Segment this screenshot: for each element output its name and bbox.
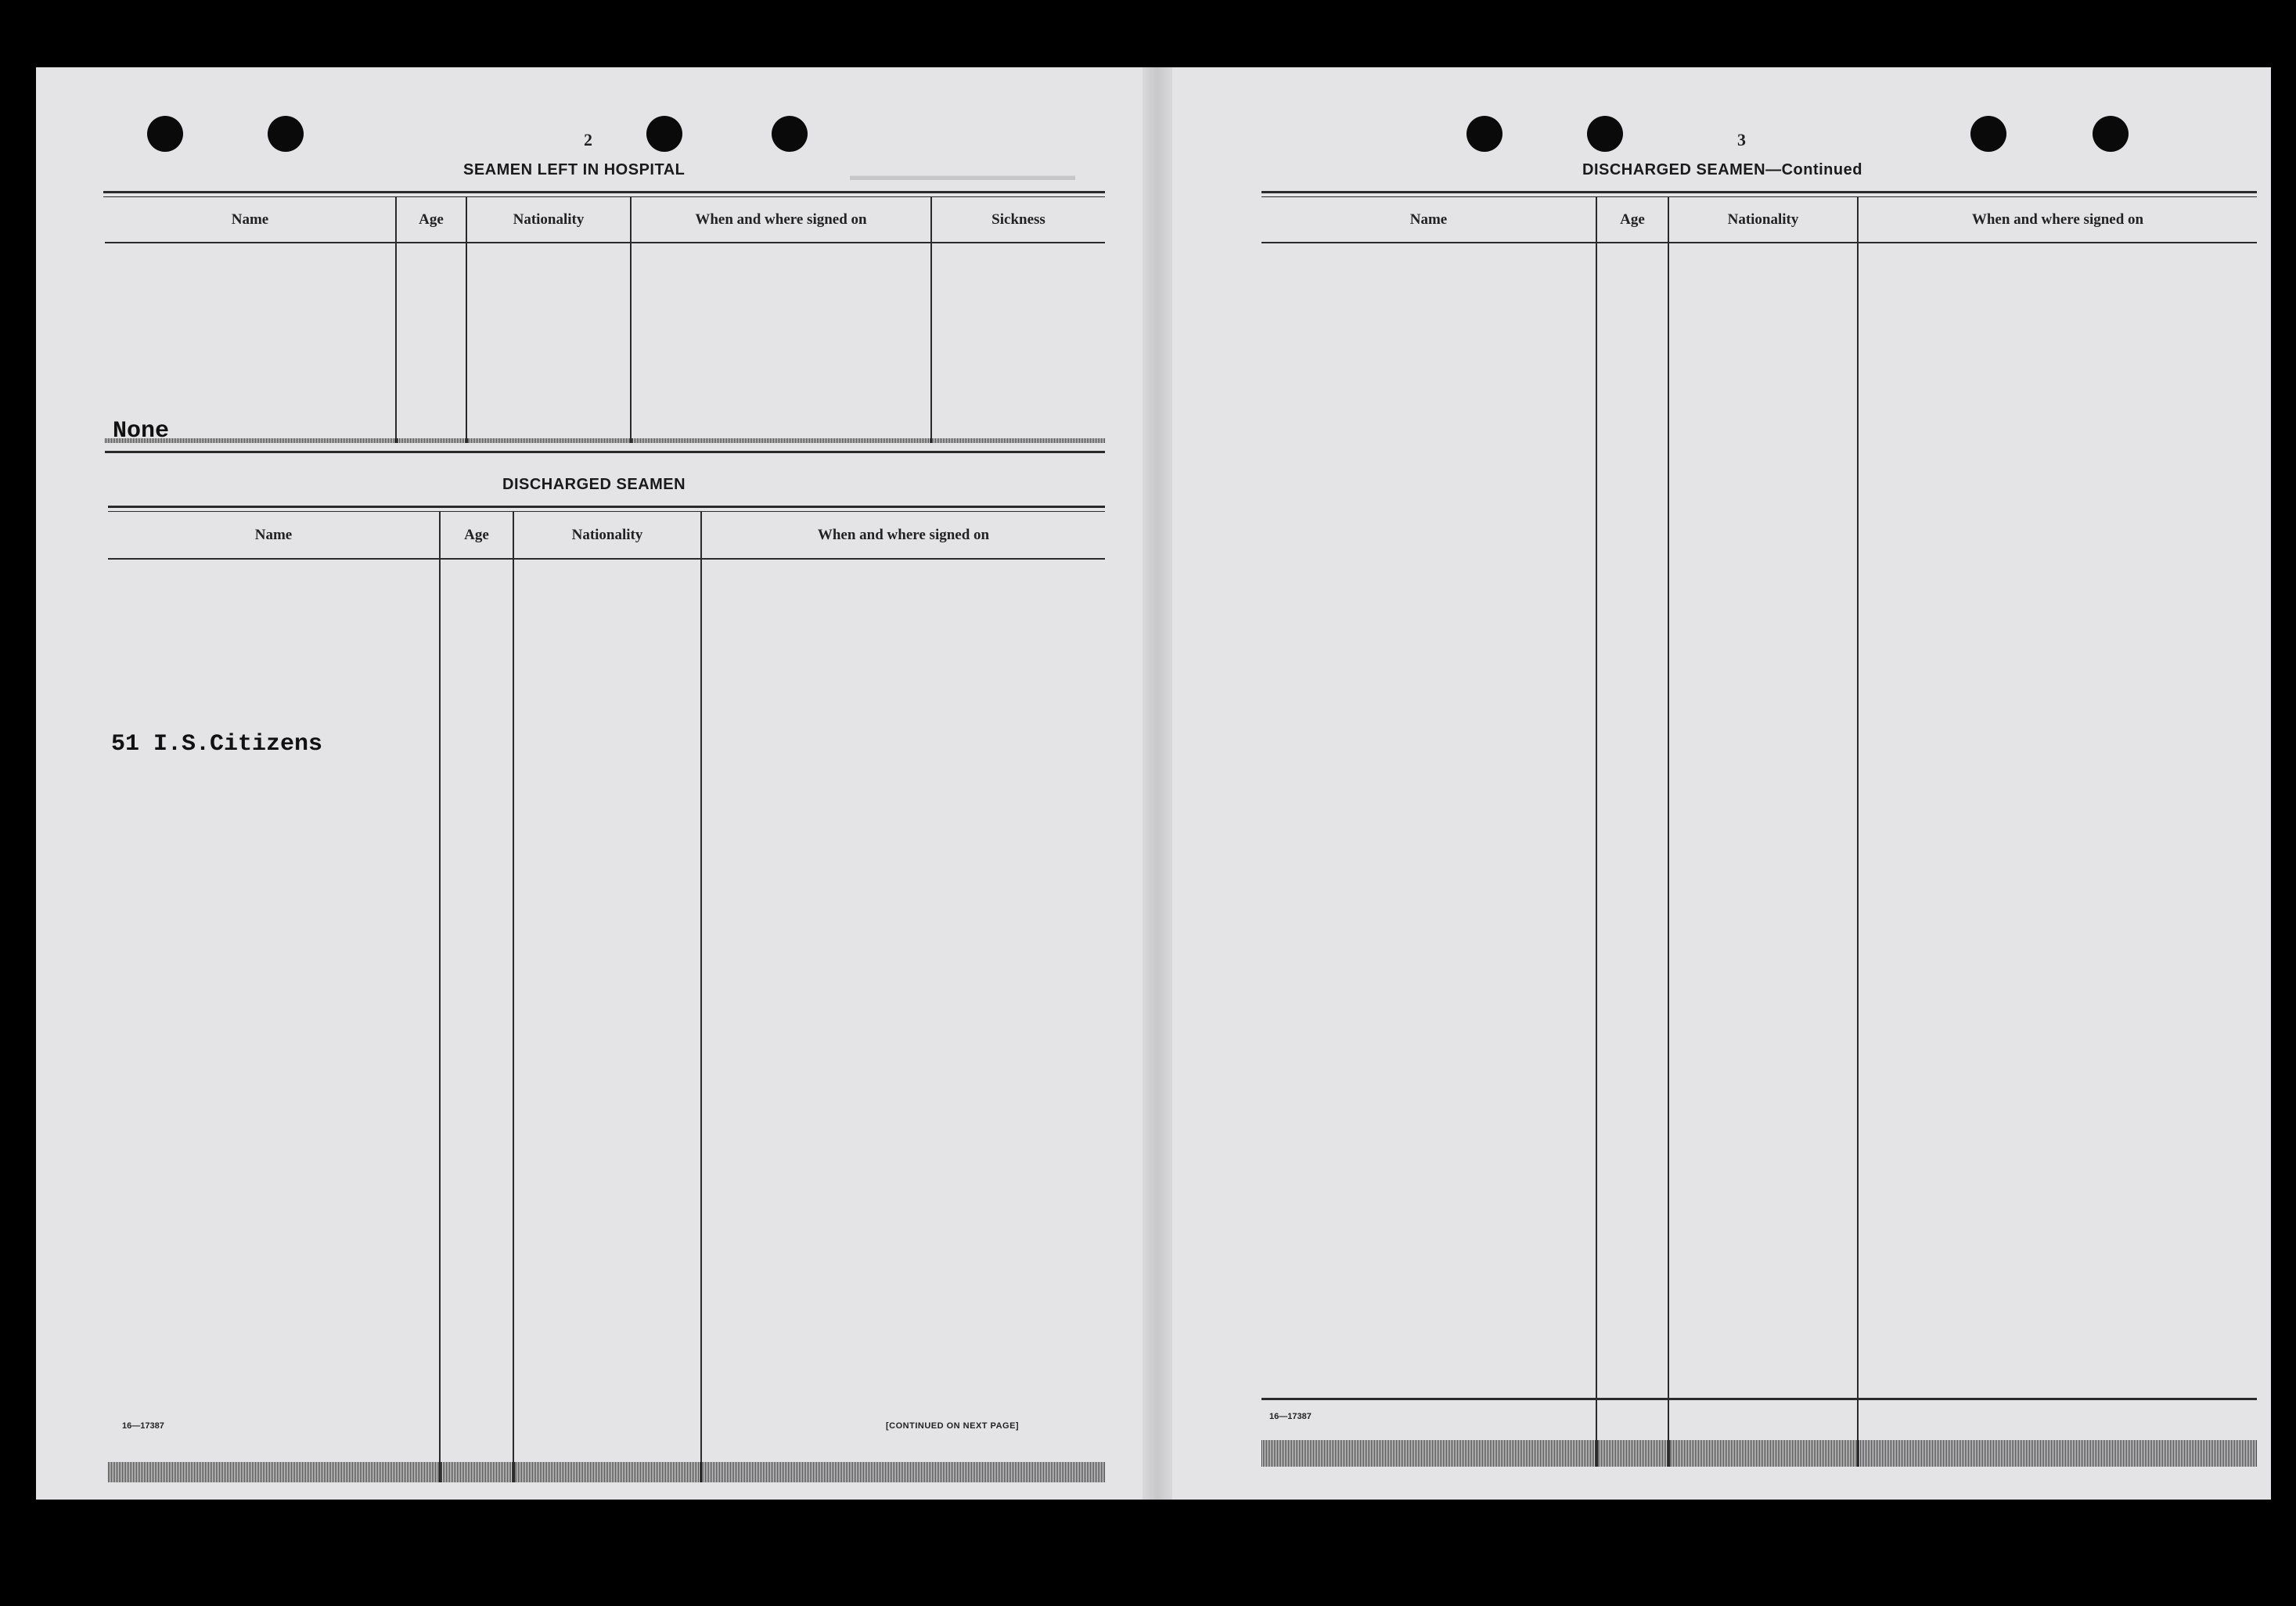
section-title-main: DISCHARGED SEAMEN bbox=[1582, 161, 1766, 178]
column-header-age: Age bbox=[396, 197, 466, 243]
punch-hole bbox=[147, 116, 183, 152]
column-header-signed-on: When and where signed on bbox=[631, 197, 931, 243]
column-header-name: Name bbox=[108, 512, 440, 559]
discharged-section-title: DISCHARGED SEAMEN bbox=[502, 476, 686, 493]
table-cell bbox=[513, 559, 701, 1463]
punch-hole bbox=[1466, 116, 1502, 152]
table-cell bbox=[1596, 243, 1668, 1441]
column-header-nationality: Nationality bbox=[1668, 197, 1858, 243]
table-cell bbox=[631, 243, 931, 439]
table-cell bbox=[1858, 243, 2257, 1441]
double-rule bbox=[103, 191, 1105, 193]
table-cell bbox=[396, 243, 466, 439]
form-code: 16—17387 bbox=[122, 1421, 164, 1431]
document-sheet bbox=[36, 67, 2271, 1500]
column-header-name: Name bbox=[105, 197, 396, 243]
column-header-signed-on: When and where signed on bbox=[1858, 197, 2257, 243]
right-page bbox=[1172, 67, 2271, 1500]
punch-hole bbox=[268, 116, 304, 152]
table-row bbox=[1261, 243, 2257, 1441]
column-header-name: Name bbox=[1261, 197, 1596, 243]
table-cell bbox=[466, 442, 631, 443]
table-bottom-rule bbox=[105, 451, 1105, 453]
column-header-age: Age bbox=[440, 512, 513, 559]
bleed-through-text: ▬▬▬▬▬▬▬▬▬▬▬▬▬▬▬▬ bbox=[850, 167, 1075, 183]
table-cell bbox=[466, 243, 631, 439]
punch-hole bbox=[1970, 116, 2006, 152]
form-code: 16—17387 bbox=[1269, 1412, 1312, 1421]
table-cell bbox=[931, 243, 1105, 439]
table-cell bbox=[701, 559, 1105, 1463]
punch-hole bbox=[646, 116, 682, 152]
double-rule bbox=[1261, 191, 2257, 193]
table-cell bbox=[1858, 1466, 2257, 1467]
table-row bbox=[108, 559, 1105, 1463]
discharged-table bbox=[108, 512, 1105, 1482]
table-cell bbox=[1261, 1466, 1596, 1467]
table-cell bbox=[1261, 243, 1596, 1441]
punch-hole bbox=[1587, 116, 1623, 152]
table-cell bbox=[1668, 1466, 1858, 1467]
table-row bbox=[105, 442, 1105, 443]
table-cell bbox=[1596, 1466, 1668, 1467]
hospital-table bbox=[105, 197, 1105, 443]
left-page bbox=[36, 67, 1143, 1500]
table-cell bbox=[105, 243, 396, 439]
punch-hole bbox=[772, 116, 808, 152]
table-cell bbox=[108, 559, 440, 1463]
page-fold bbox=[1143, 67, 1172, 1500]
hospital-typed-entry: None bbox=[113, 418, 170, 445]
table-cell bbox=[396, 442, 466, 443]
table-row bbox=[1261, 1466, 2257, 1467]
continued-note: [CONTINUED ON NEXT PAGE] bbox=[886, 1421, 1020, 1431]
table-cell bbox=[440, 559, 513, 1463]
table-cell bbox=[631, 442, 931, 443]
discharged-typed-entry: 51 I.S.Citizens bbox=[111, 731, 323, 758]
punch-hole bbox=[2093, 116, 2129, 152]
section-title bbox=[1582, 161, 1862, 179]
column-header-nationality: Nationality bbox=[466, 197, 631, 243]
double-rule bbox=[108, 506, 1105, 508]
page-number: 3 bbox=[1737, 130, 1746, 149]
hospital-section-title: SEAMEN LEFT IN HOSPITAL bbox=[463, 161, 686, 178]
table-bottom-rule bbox=[1261, 1398, 2257, 1400]
column-header-sickness: Sickness bbox=[931, 197, 1105, 243]
column-header-nationality: Nationality bbox=[513, 512, 701, 559]
table-cell bbox=[1668, 243, 1858, 1441]
page-number: 2 bbox=[584, 130, 592, 149]
column-header-age: Age bbox=[1596, 197, 1668, 243]
table-cell bbox=[931, 442, 1105, 443]
column-header-signed-on: When and where signed on bbox=[701, 512, 1105, 559]
table-row bbox=[105, 243, 1105, 439]
discharged-continued-table bbox=[1261, 197, 2257, 1467]
section-title-continued: —Continued bbox=[1765, 161, 1862, 178]
